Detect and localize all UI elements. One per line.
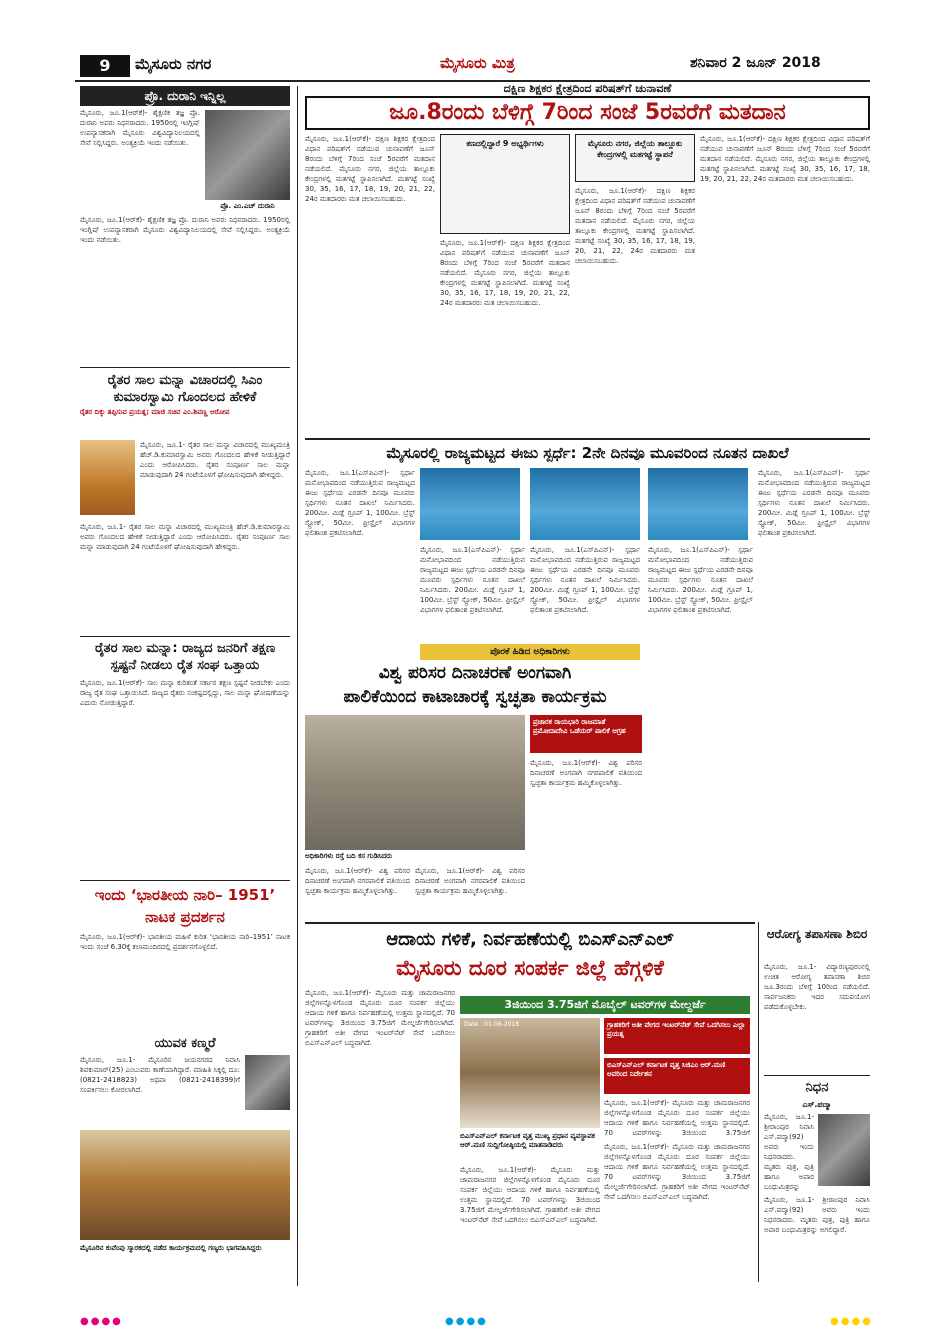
bsnl-press-photo <box>460 1018 600 1128</box>
obit-photo <box>205 110 290 200</box>
masthead: ಮೈಸೂರು ಮಿತ್ರ <box>440 54 515 72</box>
bsnl-photo-caption: ಬಿಎಸ್‌ಎನ್‌ಎಲ್ ಕರ್ನಾಟಕ ವೃತ್ತ ಮುಖ್ಯ ಪ್ರಧಾನ ವ್ಯವಸ್ಥಾಪಕ ಆರ್.ಮಣಿ ಸುದ್ದಿಗೋಷ್ಠಿಯಲ್ಲಿ ಮಾತನಾಡಿದರು <box>460 1132 595 1149</box>
registration-marks: ●●●● <box>80 1316 123 1327</box>
photo-date-stamp: Date : 01-06-2018 <box>464 1021 520 1028</box>
section-title: ಮೈಸೂರು ನಗರ <box>135 55 212 73</box>
lead-body-col1: ಮೈಸೂರು, ಜೂ.1(ಆರ್‌ಕೆ)- ದಕ್ಷಿಣ ಶಿಕ್ಷಕರ ಕ್ಷೇತ್ರದಿಂದ ವಿಧಾನ ಪರಿಷತ್‌ಗೆ ನಡೆಯುವ ಚುನಾವಣೆಗೆ ಜೂನ್ 8ರಂದು ಬೆಳಿಗ್ಗೆ 7ರಿಂದ ಸಂಜೆ 5ರವರೆಗೆ ಮತದಾನ ನಡೆಯಲಿದೆ. ಮೈಸೂರು ನಗರ, ಜಿಲ್ಲೆಯ ತಾಲ್ಲೂಕು ಕೇಂದ್ರಗಳಲ್ಲಿ ಮತಗಟ್ಟೆ ಸ್ಥಾಪಿಸಲಾಗಿದೆ. ಮತಗಟ್ಟೆ ಸಂಖ್ಯೆ 30, 35, 16, 17, 18, 19, 20, 21, 22, 24ರ ಮತದಾರರು ಮತ ಚಲಾಯಿಸಬಹುದು. <box>305 135 435 203</box>
bsnl-bullet-2: ಬಿಎಸ್‌ಎನ್‌ಎಲ್ ಕರ್ನಾಟಕ ವೃತ್ತ ಸಿಜಿಎಂ ಆರ್.ಮಣಿ ಅವರಿಂದ ನಿರ್ದೇಶನ <box>604 1058 750 1094</box>
obit-title: ಪ್ರೊ. ದುರಾನಿ ಇನ್ನಿಲ್ಲ <box>80 86 290 106</box>
registration-marks: ●●●● <box>830 1316 873 1327</box>
env-body-col2: ಮೈಸೂರು, ಜೂ.1(ಆರ್‌ಕೆ)- ವಿಶ್ವ ಪರಿಸರ ದಿನಾಚರಣೆ ಅಂಗವಾಗಿ ನಗರಪಾಲಿಕೆ ವತಿಯಿಂದ ಸ್ವಚ್ಛತಾ ಕಾರ್ಯಕ್ರಮ ಹಮ್ಮಿಕೊಳ್ಳಲಾಗಿತ್ತು. <box>415 867 525 895</box>
divider <box>305 922 755 924</box>
divider <box>80 367 290 368</box>
registration-marks: ●●●● <box>445 1316 488 1327</box>
bsnl-subhead: 3ಜಿಯಿಂದ 3.75ಜಿಗೆ ಮೊಬೈಲ್ ಟವರ್‌ಗಳ ಮೇಲ್ದರ್ಜೆ <box>460 996 750 1014</box>
health-headline: ಆರೋಗ್ಯ ತಪಾಸಣಾ ಶಿಬಿರ <box>766 927 868 941</box>
death-body: ಮೈಸೂರು, ಜೂ.1- ಶ್ರೀರಾಂಪುರ ನಿವಾಸಿ ಎಸ್.ಪದ್ಮಾ(92) ಅವರು ಇಂದು ನಿಧನರಾದರು. ಮೃತರು ಪುತ್ರ, ಪುತ್ರಿ ಹಾಗೂ ಅಪಾರ ಬಂಧುಮಿತ್ರರನ್ನು <box>764 1113 814 1191</box>
health-body: ಮೈಸೂರು, ಜೂ.1- ವಿದ್ಯಾರಣ್ಯಪುರಂನಲ್ಲಿ ಉಚಿತ ಆರೋಗ್ಯ ತಪಾಸಣಾ ಶಿಬಿರ ಜೂ.3ರಂದು ಬೆಳಿಗ್ಗೆ 10ರಿಂದ ನಡೆಯಲಿದೆ. ಸಾರ್ವಜನಿಕರು ಇದರ ಸದುಪಯೋಗ ಪಡೆದುಕೊಳ್ಳಬೇಕು. <box>764 963 870 1011</box>
missing-person-photo <box>245 1055 290 1110</box>
event-caption: ಮೈಸೂರಿನ ಕುವೆಂಪು ಸ್ಮಾರಕದಲ್ಲಿ ನಡೆದ ಕಾರ್ಯಕ್ರಮದಲ್ಲಿ ಗಣ್ಯರು ಭಾಗವಹಿಸಿದ್ದರು <box>80 1244 262 1252</box>
obit-body: ಮೈಸೂರು, ಜೂ.1(ಆರ್‌ಕೆ)- ಶೈಕ್ಷಣಿಕ ತಜ್ಞ ಪ್ರೊ. ದುರಾನಿ ಅವರು ನಿಧನರಾದರು. 1950ರಲ್ಲಿ ಇಂಗ್ಲಿಷ್ ಉಪನ್ಯಾಸಕರಾಗಿ ಮೈಸೂರು ವಿಶ್ವವಿದ್ಯಾನಿಲಯದಲ್ಲಿ ಸೇವೆ ಸಲ್ಲಿಸಿದ್ದರು. ಅಂತ್ಯಕ್ರಿಯೆ ಇಂದು ನಡೆಯಿತು. <box>80 109 200 147</box>
env-side-box: ಪ್ರಚಾರಕ ರಾಯಭಾರಿ ರಾಜಮಾತೆ ಪ್ರಮೋದಾದೇವಿ ಒಡೆಯರ್ ಪಾಲಿಕೆ ಆಗ್ರಹ <box>530 715 642 753</box>
deceased-photo <box>818 1114 870 1186</box>
lead-subhead-booths: ಮೈಸೂರು ನಗರ, ಜಿಲ್ಲೆಯ ತಾಲ್ಲೂಕು ಕೇಂದ್ರಗಳಲ್ಲಿ ಮತಗಟ್ಟೆ ಸ್ಥಾಪನೆ <box>575 134 695 182</box>
lead-body-col4: ಮೈಸೂರು, ಜೂ.1(ಆರ್‌ಕೆ)- ದಕ್ಷಿಣ ಶಿಕ್ಷಕರ ಕ್ಷೇತ್ರದಿಂದ ವಿಧಾನ ಪರಿಷತ್‌ಗೆ ನಡೆಯುವ ಚುನಾವಣೆಗೆ ಜೂನ್ 8ರಂದು ಬೆಳಿಗ್ಗೆ 7ರಿಂದ ಸಂಜೆ 5ರವರೆಗೆ ಮತದಾನ ನಡೆಯಲಿದೆ. ಮೈಸೂರು ನಗರ, ಜಿಲ್ಲೆಯ ತಾಲ್ಲೂಕು ಕೇಂದ್ರಗಳಲ್ಲಿ ಮತಗಟ್ಟೆ ಸ್ಥಾಪಿಸಲಾಗಿದೆ. ಮತಗಟ್ಟೆ ಸಂಖ್ಯೆ 30, 35, 16, 17, 18, 19, 20, 21, 22, 24ರ ಮತದಾರರು ಮತ ಚಲಾಯಿಸಬಹುದು. <box>700 135 870 183</box>
env-cleaning-photo <box>305 715 525 850</box>
farmer-loan-sub: ರೈತರ ದಿಕ್ಕು ತಪ್ಪಿಸುವ ಪ್ರಯತ್ನ; ಮಾಜಿ ಸಚಿವ ಎಂ.ಶಿವಣ್ಣ ಆರೋಪ <box>80 408 230 416</box>
page-number: 9 <box>80 55 130 77</box>
death-headline: ನಿಧನ <box>805 1080 829 1095</box>
column-rule <box>758 922 759 1282</box>
farmer-protest-body: ಮೈಸೂರು, ಜೂ.1(ಆರ್‌ಕೆ)- ಸಾಲ ಮನ್ನಾ ಕುರಿತಂತೆ ಸರ್ಕಾರ ತಕ್ಷಣ ಸ್ಪಷ್ಟನೆ ನೀಡಬೇಕು ಎಂದು ರಾಜ್ಯ ರೈತ ಸಂಘ ಒತ್ತಾಯಿಸಿದೆ. ರಾಜ್ಯದ ರೈತರು ಸಂಕಷ್ಟದಲ್ಲಿದ್ದು, ಸಾಲ ಮನ್ನಾ ಘೋಷಣೆಯನ್ನು ಎದುರು ನೋಡುತ್ತಿದ್ದಾರೆ. <box>80 679 290 707</box>
missing-headline: ಯುವಕ ಕಣ್ಮರೆ <box>154 1036 216 1051</box>
swimmer-photo-1 <box>420 468 520 540</box>
farmer-loan-body-cont: ಮೈಸೂರು, ಜೂ.1- ರೈತರ ಸಾಲ ಮನ್ನಾ ವಿಚಾರದಲ್ಲಿ ಮುಖ್ಯಮಂತ್ರಿ ಹೆಚ್.ಡಿ.ಕುಮಾರಸ್ವಾಮಿ ಅವರು ಗೊಂದಲದ ಹೇಳಿಕೆ ನೀಡುತ್ತಿದ್ದಾರೆ ಎಂದು ಆರೋಪಿಸಿದರು. ರೈತರ ಸಂಪೂರ್ಣ ಸಾಲ ಮನ್ನಾ ಮಾಡುವುದಾಗಿ 24 ಗಂಟೆಯೊಳಗೆ ಘೋಷಿಸುವುದಾಗಿ ಹೇಳಿದ್ದರು. <box>80 523 290 551</box>
lead-body-col2: ಮೈಸೂರು, ಜೂ.1(ಆರ್‌ಕೆ)- ದಕ್ಷಿಣ ಶಿಕ್ಷಕರ ಕ್ಷೇತ್ರದಿಂದ ವಿಧಾನ ಪರಿಷತ್‌ಗೆ ನಡೆಯುವ ಚುನಾವಣೆಗೆ ಜೂನ್ 8ರಂದು ಬೆಳಿಗ್ಗೆ 7ರಿಂದ ಸಂಜೆ 5ರವರೆಗೆ ಮತದಾನ ನಡೆಯಲಿದೆ. ಮೈಸೂರು ನಗರ, ಜಿಲ್ಲೆಯ ತಾಲ್ಲೂಕು ಕೇಂದ್ರಗಳಲ್ಲಿ ಮತಗಟ್ಟೆ ಸ್ಥಾಪಿಸಲಾಗಿದೆ. ಮತಗಟ್ಟೆ ಸಂಖ್ಯೆ 30, 35, 16, 17, 18, 19, 20, 21, 22, 24ರ ಮತದಾರರು ಮತ ಚಲಾಯಿಸಬಹುದು. <box>440 239 570 307</box>
death-body-cont: ಮೈಸೂರು, ಜೂ.1- ಶ್ರೀರಾಂಪುರ ನಿವಾಸಿ ಎಸ್.ಪದ್ಮಾ(92) ಅವರು ಇಂದು ನಿಧನರಾದರು. ಮೃತರು ಪುತ್ರ, ಪುತ್ರಿ ಹಾಗೂ ಅಪಾರ ಬಂಧುಮಿತ್ರರನ್ನು ಅಗಲಿದ್ದಾರೆ. <box>764 1196 870 1234</box>
farmer-loan-photo <box>80 440 135 515</box>
bsnl-body-col1: ಮೈಸೂರು, ಜೂ.1(ಆರ್‌ಕೆ)- ಮೈಸೂರು ಮತ್ತು ಚಾಮರಾಜನಗರ ಜಿಲ್ಲೆಗಳನ್ನೊಳಗೊಂಡ ಮೈಸೂರು ದೂರ ಸಂಪರ್ಕ ಜಿಲ್ಲೆಯು ಆದಾಯ ಗಳಿಕೆ ಹಾಗೂ ನಿರ್ವಹಣೆಯಲ್ಲಿ ಉತ್ತಮ ಸ್ಥಾನದಲ್ಲಿದೆ. 70 ಟವರ್‌ಗಳನ್ನು 3ಜಿಯಿಂದ 3.75ಜಿಗೆ ಮೇಲ್ದರ್ಜೆಗೇರಿಸಲಾಗಿದೆ. ಗ್ರಾಹಕರಿಗೆ ಅತೀ ವೇಗದ ಇಂಟರ್‌ನೆಟ್ ಸೇವೆ ಒದಗಿಸಲು ಬಿಎಸ್‌ಎನ್‌ಎಲ್ ಬದ್ಧವಾಗಿದೆ. <box>305 989 455 1047</box>
issue-date: ಶನಿವಾರ 2 ಜೂನ್ 2018 <box>690 55 821 71</box>
divider <box>80 636 290 637</box>
swimming-headline: ಮೈಸೂರಲ್ಲಿ ರಾಜ್ಯಮಟ್ಟದ ಈಜು ಸ್ಪರ್ಧೆ: 2ನೇ ದಿನವೂ ಮೂವರಿಂದ ನೂತನ ದಾಖಲೆ <box>386 444 789 462</box>
top-strip: ದಕ್ಷಿಣ ಶಿಕ್ಷಕರ ಕ್ಷೇತ್ರದಿಂದ ಪರಿಷತ್‌ಗೆ ಚುನಾವಣೆ <box>503 82 672 95</box>
bsnl-body-col2: ಮೈಸೂರು, ಜೂ.1(ಆರ್‌ಕೆ)- ಮೈಸೂರು ಮತ್ತು ಚಾಮರಾಜನಗರ ಜಿಲ್ಲೆಗಳನ್ನೊಳಗೊಂಡ ಮೈಸೂರು ದೂರ ಸಂಪರ್ಕ ಜಿಲ್ಲೆಯು ಆದಾಯ ಗಳಿಕೆ ಹಾಗೂ ನಿರ್ವಹಣೆಯಲ್ಲಿ ಉತ್ತಮ ಸ್ಥಾನದಲ್ಲಿದೆ. 70 ಟವರ್‌ಗಳನ್ನು 3ಜಿಯಿಂದ 3.75ಜಿಗೆ ಮೇಲ್ದರ್ಜೆಗೇರಿಸಲಾಗಿದೆ. ಗ್ರಾಹಕರಿಗೆ ಅತೀ ವೇಗದ ಇಂಟರ್‌ನೆಟ್ ಸೇವೆ ಒದಗಿಸಲು ಬಿಎಸ್‌ಎನ್‌ಎಲ್ ಬದ್ಧವಾಗಿದೆ. <box>460 1166 600 1224</box>
env-headline-2: ಪಾಲಿಕೆಯಿಂದ ಕಾಟಾಚಾರಕ್ಕೆ ಸ್ವಚ್ಛತಾ ಕಾರ್ಯಕ್ರಮ <box>343 687 607 707</box>
bsnl-headline-2: ಮೈಸೂರು ದೂರ ಸಂಪರ್ಕ ಜಿಲ್ಲೆ ಹೆಗ್ಗಳಿಕೆ <box>396 956 664 980</box>
lead-headline: ಜೂ.8ರಂದು ಬೆಳಿಗ್ಗೆ 7ರಿಂದ ಸಂಜೆ 5ರವರೆಗೆ ಮತದಾನ <box>305 96 870 130</box>
column-rule <box>297 86 298 1286</box>
swimming-body-col1: ಮೈಸೂರು, ಜೂ.1(ಎಸ್‌ಪಿಎನ್)- ಸ್ಪರ್ಧಾ ಮನೋಭಾವದಿಂದ ನಡೆಯುತ್ತಿರುವ ರಾಜ್ಯಮಟ್ಟದ ಈಜು ಸ್ಪರ್ಧೆಯ ಎರಡನೇ ದಿನವೂ ಮೂವರು ಸ್ಪರ್ಧಿಗಳು ನೂತನ ದಾಖಲೆ ನಿರ್ಮಿಸಿದರು. 200ಮೀ. ಮಿಡ್ಲೆ ಗ್ರೂಪ್ 1, 100ಮೀ. ಬ್ರೆಸ್ಟ್ ಸ್ಟ್ರೋಕ್, 50ಮೀ. ಫ್ರೀಸ್ಟೈಲ್ ವಿಭಾಗಗಳ ಫಲಿತಾಂಶ ಪ್ರಕಟಿಸಲಾಗಿದೆ. <box>305 469 415 537</box>
swimming-body-col2: ಮೈಸೂರು, ಜೂ.1(ಎಸ್‌ಪಿಎನ್)- ಸ್ಪರ್ಧಾ ಮನೋಭಾವದಿಂದ ನಡೆಯುತ್ತಿರುವ ರಾಜ್ಯಮಟ್ಟದ ಈಜು ಸ್ಪರ್ಧೆಯ ಎರಡನೇ ದಿನವೂ ಮೂವರು ಸ್ಪರ್ಧಿಗಳು ನೂತನ ದಾಖಲೆ ನಿರ್ಮಿಸಿದರು. 200ಮೀ. ಮಿಡ್ಲೆ ಗ್ರೂಪ್ 1, 100ಮೀ. ಬ್ರೆಸ್ಟ್ ಸ್ಟ್ರೋಕ್, 50ಮೀ. ಫ್ರೀಸ್ಟೈಲ್ ವಿಭಾಗಗಳ ಫಲಿತಾಂಶ ಪ್ರಕಟಿಸಲಾಗಿದೆ. <box>420 546 525 614</box>
divider <box>80 880 290 881</box>
divider <box>305 438 870 440</box>
bsnl-bullet-1: ಗ್ರಾಹಕರಿಗೆ ಅತೀ ವೇಗದ ಇಂಟರ್‌ನೆಟ್ ಸೇವೆ ಒದಗಿಸಲು ಎಲ್ಲಾ ಪ್ರಯತ್ನ <box>604 1018 750 1054</box>
drama-body: ಮೈಸೂರು, ಜೂ.1(ಆರ್‌ಕೆ)- ಭಾರತೀಯ ಮಹಿಳೆ ಕುರಿತ ‘ಭಾರತೀಯ ನಾರಿ–1951’ ನಾಟಕ ಇಂದು ಸಂಜೆ 6.30ಕ್ಕೆ ಕಲಾಮಂದಿರದಲ್ಲಿ ಪ್ರದರ್ಶನಗೊಳ್ಳಲಿದೆ. <box>80 933 290 951</box>
farmer-protest-headline: ರೈತರ ಸಾಲ ಮನ್ನಾ: ರಾಜ್ಯದ ಜನರಿಗೆ ತಕ್ಷಣ ಸ್ಪಷ್ಟನೆ ನೀಡಲು ರೈತ ಸಂಘ ಒತ್ತಾಯ <box>94 641 276 673</box>
swimmer-photo-2 <box>530 468 640 540</box>
bsnl-body-col3a: ಮೈಸೂರು, ಜೂ.1(ಆರ್‌ಕೆ)- ಮೈಸೂರು ಮತ್ತು ಚಾಮರಾಜನಗರ ಜಿಲ್ಲೆಗಳನ್ನೊಳಗೊಂಡ ಮೈಸೂರು ದೂರ ಸಂಪರ್ಕ ಜಿಲ್ಲೆಯು ಆದಾಯ ಗಳಿಕೆ ಹಾಗೂ ನಿರ್ವಹಣೆಯಲ್ಲಿ ಉತ್ತಮ ಸ್ಥಾನದಲ್ಲಿದೆ. 70 ಟವರ್‌ಗಳನ್ನು 3ಜಿಯಿಂದ 3.75ಜಿಗೆ <box>604 1099 750 1137</box>
death-name: ಎಸ್.ಪದ್ಮಾ <box>802 1100 832 1109</box>
farmer-loan-headline: ರೈತರ ಸಾಲ ಮನ್ನಾ ವಿಚಾರದಲ್ಲಿ ಸಿಎಂ ಕುಮಾರಸ್ವಾಮಿ ಗೊಂದಲದ ಹೇಳಿಕೆ <box>107 373 263 405</box>
obit-caption: ಪ್ರೊ. ಎಂ.ಎಚ್ ದುರಾನಿ <box>220 202 275 210</box>
swimming-body-col4: ಮೈಸೂರು, ಜೂ.1(ಎಸ್‌ಪಿಎನ್)- ಸ್ಪರ್ಧಾ ಮನೋಭಾವದಿಂದ ನಡೆಯುತ್ತಿರುವ ರಾಜ್ಯಮಟ್ಟದ ಈಜು ಸ್ಪರ್ಧೆಯ ಎರಡನೇ ದಿನವೂ ಮೂವರು ಸ್ಪರ್ಧಿಗಳು ನೂತನ ದಾಖಲೆ ನಿರ್ಮಿಸಿದರು. 200ಮೀ. ಮಿಡ್ಲೆ ಗ್ರೂಪ್ 1, 100ಮೀ. ಬ್ರೆಸ್ಟ್ ಸ್ಟ್ರೋಕ್, 50ಮೀ. ಫ್ರೀಸ್ಟೈಲ್ ವಿಭಾಗಗಳ ಫಲಿತಾಂಶ ಪ್ರಕಟಿಸಲಾಗಿದೆ. <box>648 546 753 614</box>
lead-subhead-candidates: ಕಣದಲ್ಲಿದ್ದಾರೆ 9 ಅಭ್ಯರ್ಥಿಗಳು <box>440 134 570 234</box>
env-body-side: ಮೈಸೂರು, ಜೂ.1(ಆರ್‌ಕೆ)- ವಿಶ್ವ ಪರಿಸರ ದಿನಾಚರಣೆ ಅಂಗವಾಗಿ ನಗರಪಾಲಿಕೆ ವತಿಯಿಂದ ಸ್ವಚ್ಛತಾ ಕಾರ್ಯಕ್ರಮ ಹಮ್ಮಿಕೊಳ್ಳಲಾಗಿತ್ತು. <box>530 759 642 787</box>
divider <box>764 1075 870 1076</box>
missing-body: ಮೈಸೂರು, ಜೂ.1- ಮೈಸೂರಿನ ಜಯನಗರದ ನಿವಾಸಿ ಶಿವಕುಮಾರ್(25) ಎಂಬುವರು ಕಾಣೆಯಾಗಿದ್ದಾರೆ. ಮಾಹಿತಿ ಸಿಕ್ಕಲ್ಲಿ ದೂ: (0821-2418823) ಅಥವಾ (0821-2418399)ಗೆ ಸಂಪರ್ಕಿಸಲು ಕೋರಲಾಗಿದೆ. <box>80 1056 240 1094</box>
env-headline-1: ವಿಶ್ವ ಪರಿಸರ ದಿನಾಚರಣೆ ಅಂಗವಾಗಿ <box>378 663 572 683</box>
swimming-body-col3: ಮೈಸೂರು, ಜೂ.1(ಎಸ್‌ಪಿಎನ್)- ಸ್ಪರ್ಧಾ ಮನೋಭಾವದಿಂದ ನಡೆಯುತ್ತಿರುವ ರಾಜ್ಯಮಟ್ಟದ ಈಜು ಸ್ಪರ್ಧೆಯ ಎರಡನೇ ದಿನವೂ ಮೂವರು ಸ್ಪರ್ಧಿಗಳು ನೂತನ ದಾಖಲೆ ನಿರ್ಮಿಸಿದರು. 200ಮೀ. ಮಿಡ್ಲೆ ಗ್ರೂಪ್ 1, 100ಮೀ. ಬ್ರೆಸ್ಟ್ ಸ್ಟ್ರೋಕ್, 50ಮೀ. ಫ್ರೀಸ್ಟೈಲ್ ವಿಭಾಗಗಳ ಫಲಿತಾಂಶ ಪ್ರಕಟಿಸಲಾಗಿದೆ. <box>530 546 640 614</box>
env-body-col1: ಮೈಸೂರು, ಜೂ.1(ಆರ್‌ಕೆ)- ವಿಶ್ವ ಪರಿಸರ ದಿನಾಚರಣೆ ಅಂಗವಾಗಿ ನಗರಪಾಲಿಕೆ ವತಿಯಿಂದ ಸ್ವಚ್ಛತಾ ಕಾರ್ಯಕ್ರಮ ಹಮ್ಮಿಕೊಳ್ಳಲಾಗಿತ್ತು. <box>305 867 410 895</box>
bsnl-body-col3: ಮೈಸೂರು, ಜೂ.1(ಆರ್‌ಕೆ)- ಮೈಸೂರು ಮತ್ತು ಚಾಮರಾಜನಗರ ಜಿಲ್ಲೆಗಳನ್ನೊಳಗೊಂಡ ಮೈಸೂರು ದೂರ ಸಂಪರ್ಕ ಜಿಲ್ಲೆಯು ಆದಾಯ ಗಳಿಕೆ ಹಾಗೂ ನಿರ್ವಹಣೆಯಲ್ಲಿ ಉತ್ತಮ ಸ್ಥಾನದಲ್ಲಿದೆ. 70 ಟವರ್‌ಗಳನ್ನು 3ಜಿಯಿಂದ 3.75ಜಿಗೆ ಮೇಲ್ದರ್ಜೆಗೇರಿಸಲಾಗಿದೆ. ಗ್ರಾಹಕರಿಗೆ ಅತೀ ವೇಗದ ಇಂಟರ್‌ನೆಟ್ ಸೇವೆ ಒದಗಿಸಲು ಬಿಎಸ್‌ಎನ್‌ಎಲ್ ಬದ್ಧವಾಗಿದೆ. <box>604 1143 750 1201</box>
env-caption: ಅಧಿಕಾರಿಗಳು ರಸ್ತೆ ಬದಿ ಕಸ ಗುಡಿಸಿದರು <box>305 852 393 860</box>
lead-body-col3: ಮೈಸೂರು, ಜೂ.1(ಆರ್‌ಕೆ)- ದಕ್ಷಿಣ ಶಿಕ್ಷಕರ ಕ್ಷೇತ್ರದಿಂದ ವಿಧಾನ ಪರಿಷತ್‌ಗೆ ನಡೆಯುವ ಚುನಾವಣೆಗೆ ಜೂನ್ 8ರಂದು ಬೆಳಿಗ್ಗೆ 7ರಿಂದ ಸಂಜೆ 5ರವರೆಗೆ ಮತದಾನ ನಡೆಯಲಿದೆ. ಮೈಸೂರು ನಗರ, ಜಿಲ್ಲೆಯ ತಾಲ್ಲೂಕು ಕೇಂದ್ರಗಳಲ್ಲಿ ಮತಗಟ್ಟೆ ಸ್ಥಾಪಿಸಲಾಗಿದೆ. ಮತಗಟ್ಟೆ ಸಂಖ್ಯೆ 30, 35, 16, 17, 18, 19, 20, 21, 22, 24ರ ಮತದಾರರು ಮತ ಚಲಾಯಿಸಬಹುದು. <box>575 187 695 265</box>
swimming-body-col5: ಮೈಸೂರು, ಜೂ.1(ಎಸ್‌ಪಿಎನ್)- ಸ್ಪರ್ಧಾ ಮನೋಭಾವದಿಂದ ನಡೆಯುತ್ತಿರುವ ರಾಜ್ಯಮಟ್ಟದ ಈಜು ಸ್ಪರ್ಧೆಯ ಎರಡನೇ ದಿನವೂ ಮೂವರು ಸ್ಪರ್ಧಿಗಳು ನೂತನ ದಾಖಲೆ ನಿರ್ಮಿಸಿದರು. 200ಮೀ. ಮಿಡ್ಲೆ ಗ್ರೂಪ್ 1, 100ಮೀ. ಬ್ರೆಸ್ಟ್ ಸ್ಟ್ರೋಕ್, 50ಮೀ. ಫ್ರೀಸ್ಟೈಲ್ ವಿಭಾಗಗಳ ಫಲಿತಾಂಶ ಪ್ರಕಟಿಸಲಾಗಿದೆ. <box>758 469 870 537</box>
event-photo <box>80 1130 290 1240</box>
farmer-loan-body: ಮೈಸೂರು, ಜೂ.1- ರೈತರ ಸಾಲ ಮನ್ನಾ ವಿಚಾರದಲ್ಲಿ ಮುಖ್ಯಮಂತ್ರಿ ಹೆಚ್.ಡಿ.ಕುಮಾರಸ್ವಾಮಿ ಅವರು ಗೊಂದಲದ ಹೇಳಿಕೆ ನೀಡುತ್ತಿದ್ದಾರೆ ಎಂದು ಆರೋಪಿಸಿದರು. ರೈತರ ಸಂಪೂರ್ಣ ಸಾಲ ಮನ್ನಾ ಮಾಡುವುದಾಗಿ 24 ಗಂಟೆಯೊಳಗೆ ಘೋಷಿಸುವುದಾಗಿ ಹೇಳಿದ್ದರು. <box>140 441 290 479</box>
drama-headline: ಇಂದು ‘ಭಾರತೀಯ ನಾರಿ– 1951’ ನಾಟಕ ಪ್ರದರ್ಶನ <box>94 886 276 926</box>
bsnl-headline-1: ಆದಾಯ ಗಳಿಕೆ, ನಿರ್ವಹಣೆಯಲ್ಲಿ ಬಿಎಸ್‌ಎನ್‌ಎಲ್ <box>386 929 674 950</box>
swimmer-photo-3 <box>648 468 748 540</box>
env-strap: ಪೊರಕೆ ಹಿಡಿದ ಅಧಿಕಾರಿಗಳು <box>420 644 640 660</box>
obit-body-cont: ಮೈಸೂರು, ಜೂ.1(ಆರ್‌ಕೆ)- ಶೈಕ್ಷಣಿಕ ತಜ್ಞ ಪ್ರೊ. ದುರಾನಿ ಅವರು ನಿಧನರಾದರು. 1950ರಲ್ಲಿ ಇಂಗ್ಲಿಷ್ ಉಪನ್ಯಾಸಕರಾಗಿ ಮೈಸೂರು ವಿಶ್ವವಿದ್ಯಾನಿಲಯದಲ್ಲಿ ಸೇವೆ ಸಲ್ಲಿಸಿದ್ದರು. ಅಂತ್ಯಕ್ರಿಯೆ ಇಂದು ನಡೆಯಿತು. <box>80 216 290 244</box>
